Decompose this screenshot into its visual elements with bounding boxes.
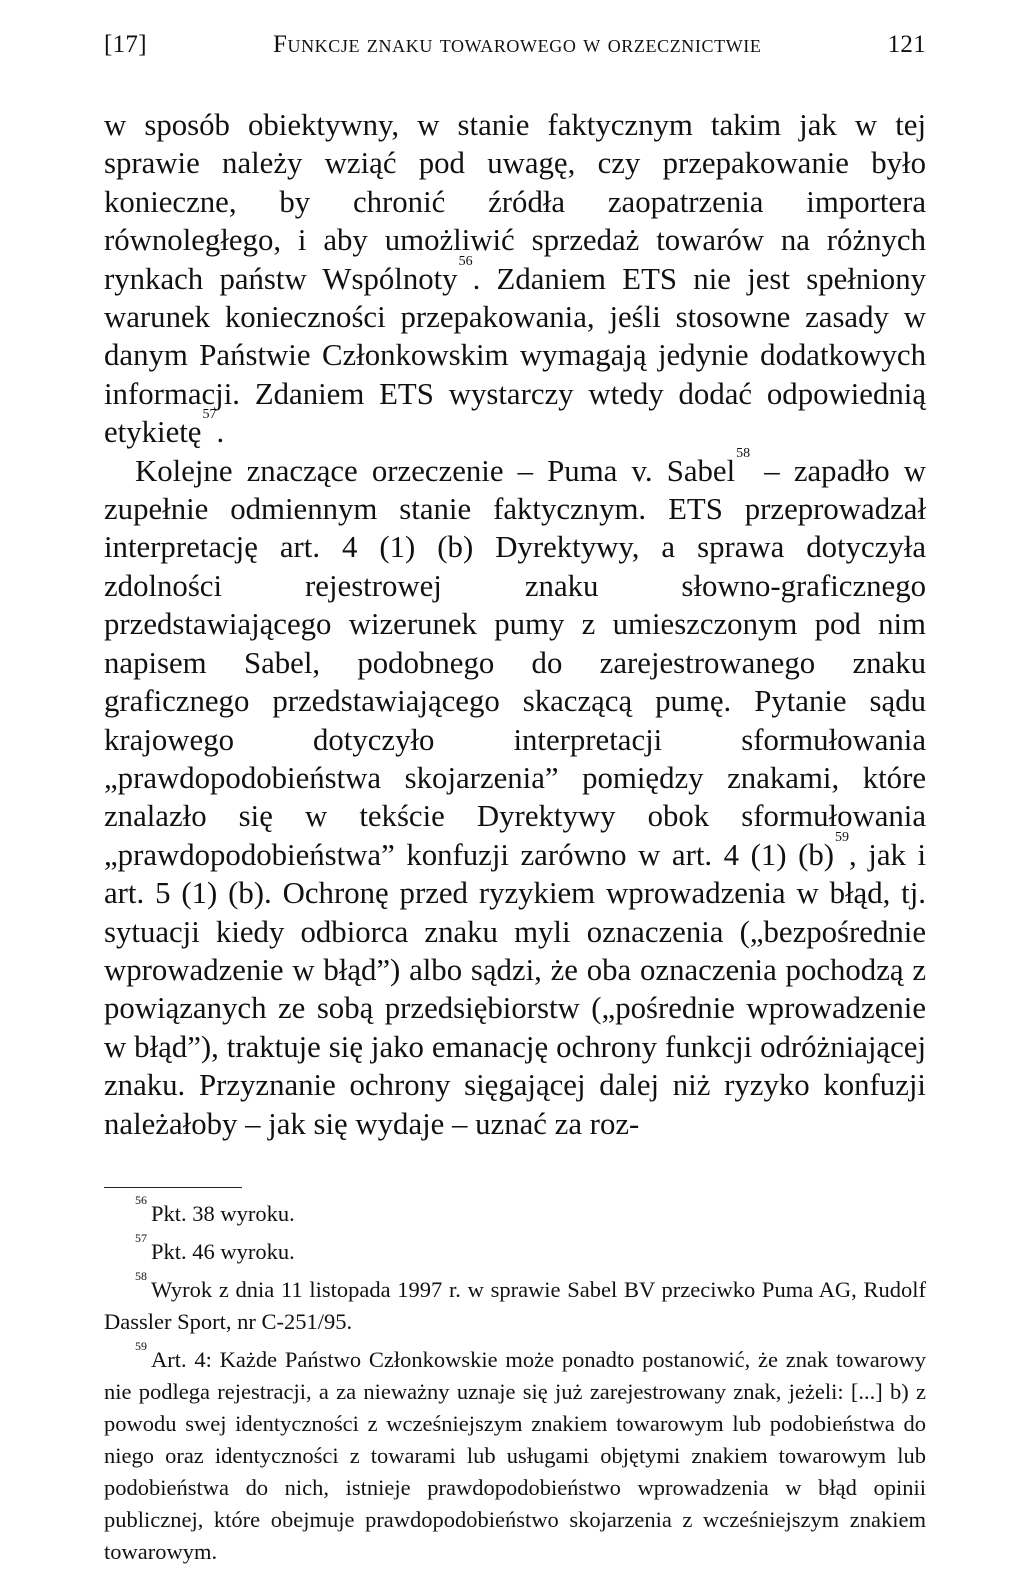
section-number: [17] (104, 31, 147, 58)
paragraph-text: – zapadło w zupełnie odmiennym stanie faktycznym. ETS przeprowadzał interpretację art. 4 (1) (b) Dyrektywy, a sprawa dotyczyła zdolności rejestrowej znaku słowno-graficznego przedstawiającego wizerunek pumy z umieszczonym pod nim napisem Sabel, podobnego do zarejestrowanego znaku graficznego przedstawiającego skaczącą pumę. Pytanie sądu krajowego dotyczyło interpretacji sformułowania „prawdopodobieństwa skojarzenia” pomiędzy znakami, które znalazło się w tekście Dyrektywy obok sformułowania „prawdopodobieństwa” konfuzji zarówno w art. 4 (1) (b) (104, 453, 926, 872)
footnote-number: 57 (135, 1230, 147, 1245)
footnote-reference: 59 (835, 829, 849, 845)
footnote (104, 1230, 926, 1268)
running-title: Funkcje znaku towarowego w orzecznictwie (272, 31, 762, 58)
footnote-reference: 58 (736, 445, 751, 461)
paragraph-text: , jak i art. 5 (1) (b). Ochronę przed ryzykiem wprowadzenia w błąd, tj. sytuacji kiedy odbiorca znaku myli oznaczenia („bezpośrednie wprowadzenie w błąd”) albo sądzi, że oba oznaczenia pochodzą z powiązanych ze sobą przedsiębiorstw („pośrednie wprowadzenie w błąd”), traktuje się jako emanację ochrony funkcji odróżniającej znaku. Przyznanie ochrony sięgającej dalej niż ryzyko konfuzji należałoby – jak się wydaje – uznać za roz- (104, 837, 927, 1141)
paragraph-text: . (216, 415, 225, 450)
paragraph-text: w sposób obiektywny, w stanie faktycznym takim jak w tej sprawie należy wziąć pod uwagę, czy przepakowanie było konieczne, by chronić źródła zaopatrzenia importera równoległego, i aby umożliwić sprzedaż towarów na różnych rynkach państw Wspólnoty (104, 108, 926, 296)
footnote-text: Pkt. 38 wyroku. (151, 1200, 295, 1226)
footnote-text: Pkt. 46 wyroku. (151, 1238, 295, 1264)
footnote-number: 59 (135, 1338, 147, 1353)
footnote-text: Art. 4: Każde Państwo Członkowskie może ponadto postanowić, że znak towarowy nie podlega rejestracji, a za nieważny uznaje się już zarejestrowany znak, jeżeli: [...] b) z powodu swej identyczności z wcześniejszym znakiem towarowym lub podobieństwa do niego oraz identyczności z towarami lub usługami objętymi znakiem towarowym lub podobieństwa do nich, istnieje prawdopodobieństwo wprowadzenia w błąd opinii publicznej, które obejmuje prawdopodobieństwo skojarzenia z wcześniejszym znakiem towarowym. (104, 1346, 926, 1564)
footnote-reference: 56 (458, 253, 473, 269)
body-text (104, 106, 926, 1143)
footnote-divider (104, 1187, 242, 1188)
footnote (104, 1192, 926, 1230)
paragraph-text: . Zdaniem ETS nie jest spełniony warunek konieczności przepakowania, jeśli stosowne zasady w danym Państwie Członkowskim wymagają jedynie dodatkowych informacji. Zdaniem ETS wystarczy wtedy dodać odpowiednią etykietę (104, 261, 926, 450)
footnotes (104, 1192, 926, 1568)
footnote-text: Wyrok z dnia 11 listopada 1997 r. w sprawie Sabel BV przeciwko Puma AG, Rudolf Dassler Sport, nr C-251/95. (104, 1276, 926, 1334)
footnote (104, 1338, 926, 1568)
page-number: 121 (887, 31, 926, 58)
paragraph (104, 106, 926, 452)
footnote-number: 56 (135, 1192, 147, 1207)
footnote (104, 1268, 926, 1338)
running-head (104, 28, 926, 62)
paragraph-text: Kolejne znaczące orzeczenie – Puma v. Sabel (135, 453, 736, 488)
paragraph (104, 445, 927, 1143)
footnote-reference: 57 (202, 407, 217, 423)
footnote-number: 58 (135, 1268, 147, 1283)
page (104, 28, 926, 1574)
